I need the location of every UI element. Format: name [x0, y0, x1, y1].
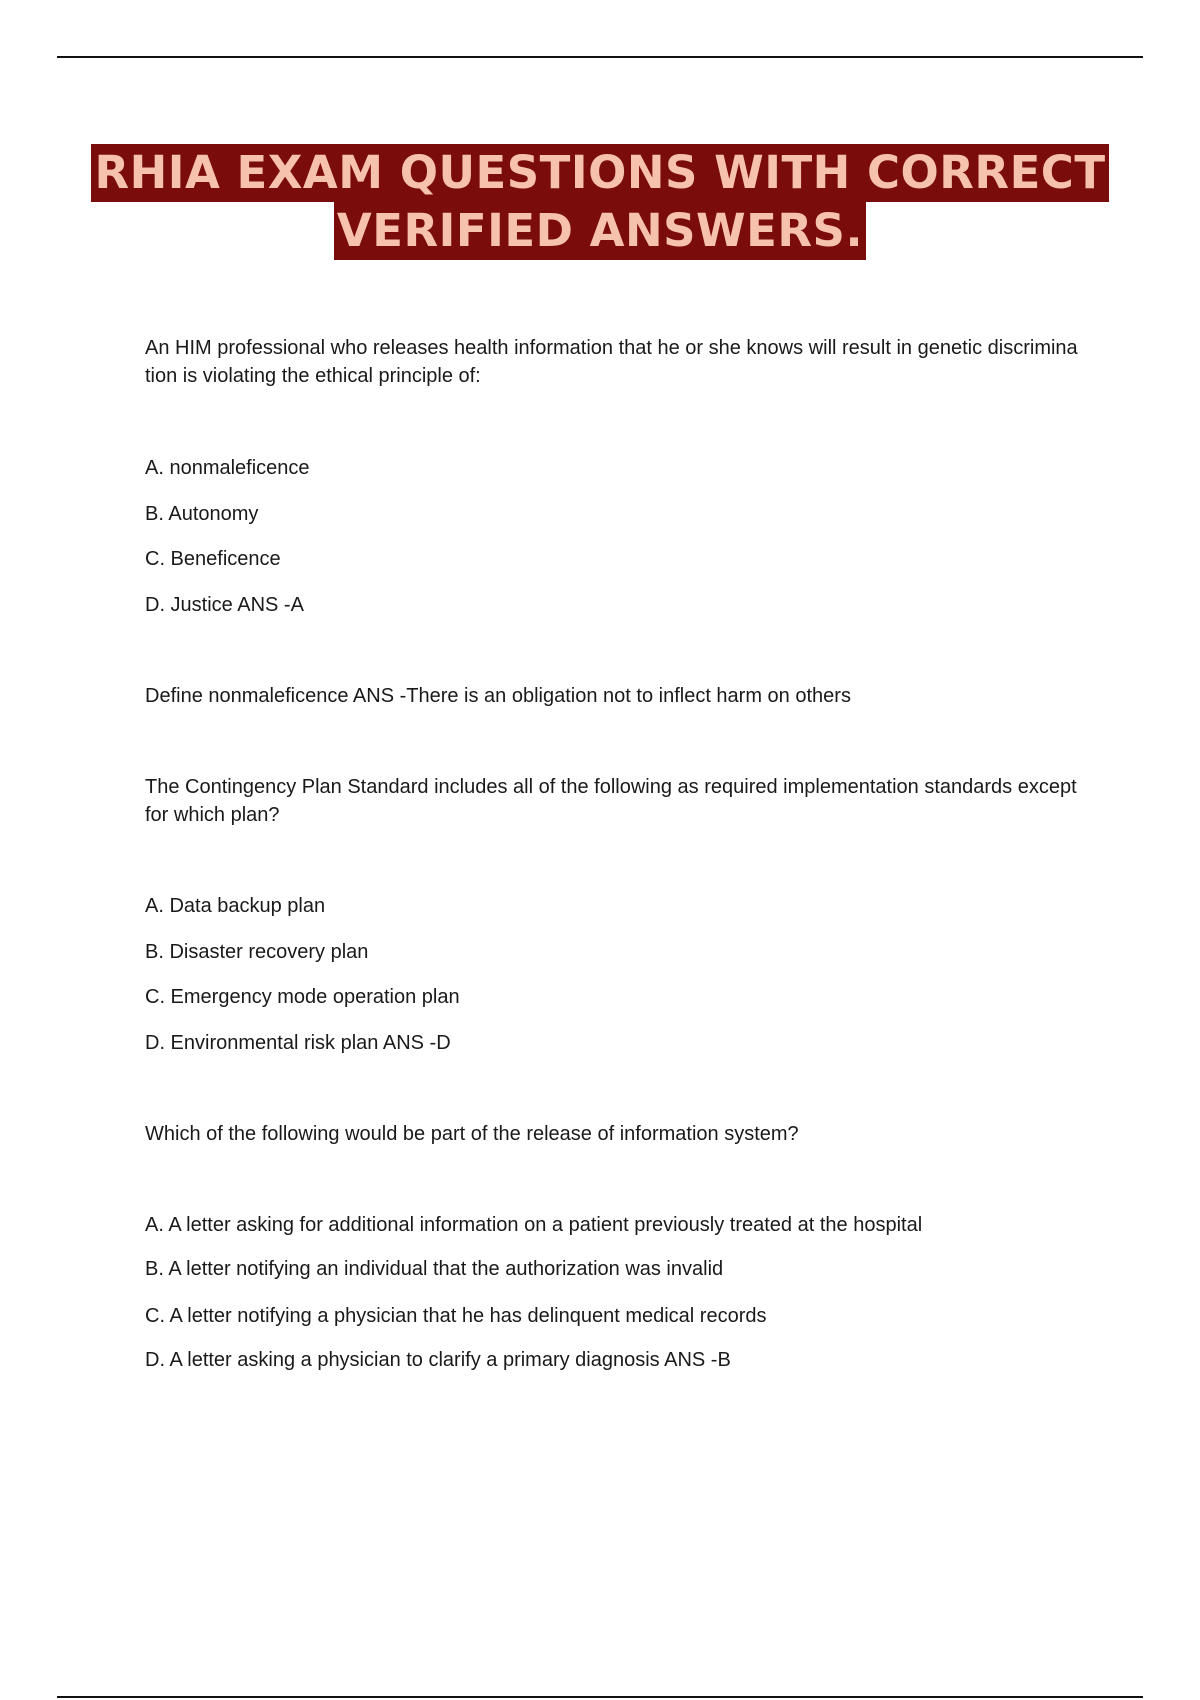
title-line-2: VERIFIED ANSWERS. [334, 202, 866, 260]
question-1-option-d: D. Justice ANS -A [145, 594, 304, 616]
question-4-option-d: D. A letter asking a physician to clarify a primary diagnosis ANS -B [145, 1349, 731, 1371]
question-4-option-c: C. A letter notifying a physician that he has delinquent medical records [145, 1305, 767, 1327]
question-4-stem: Which of the following would be part of the release of information system? [145, 1123, 799, 1145]
document-title [0, 144, 1200, 260]
question-1-option-c: C. Beneficence [145, 548, 281, 570]
question-3-option-d: D. Environmental risk plan ANS -D [145, 1032, 451, 1054]
question-3-stem-line-1: The Contingency Plan Standard includes all of the following as required implementation standards except [145, 776, 1077, 798]
question-1-stem [145, 334, 1090, 390]
question-3-option-b: B. Disaster recovery plan [145, 941, 369, 963]
footer-rule [57, 1696, 1143, 1698]
question-3-stem [145, 773, 1090, 829]
question-1-stem-line-1: An HIM professional who releases health information that he or she knows will result in genetic discrimina [145, 337, 1078, 359]
title-line-1: RHIA EXAM QUESTIONS WITH CORRECT [91, 144, 1108, 202]
question-3-option-a: A. Data backup plan [145, 895, 326, 917]
question-1-option-a: A. nonmaleficence [145, 457, 310, 479]
question-2-text: Define nonmaleficence ANS -There is an obligation not to inflect harm on others [145, 685, 851, 707]
question-1-stem-line-2: tion is violating the ethical principle of: [145, 365, 481, 387]
question-3-option-c: C. Emergency mode operation plan [145, 986, 460, 1008]
question-4-option-b: B. A letter notifying an individual that the authorization was invalid [145, 1258, 724, 1280]
question-4-option-a: A. A letter asking for additional information on a patient previously treated at the hospital [145, 1214, 923, 1236]
header-rule [57, 56, 1143, 58]
question-3-stem-line-2: for which plan? [145, 804, 280, 826]
question-1-option-b: B. Autonomy [145, 503, 259, 525]
